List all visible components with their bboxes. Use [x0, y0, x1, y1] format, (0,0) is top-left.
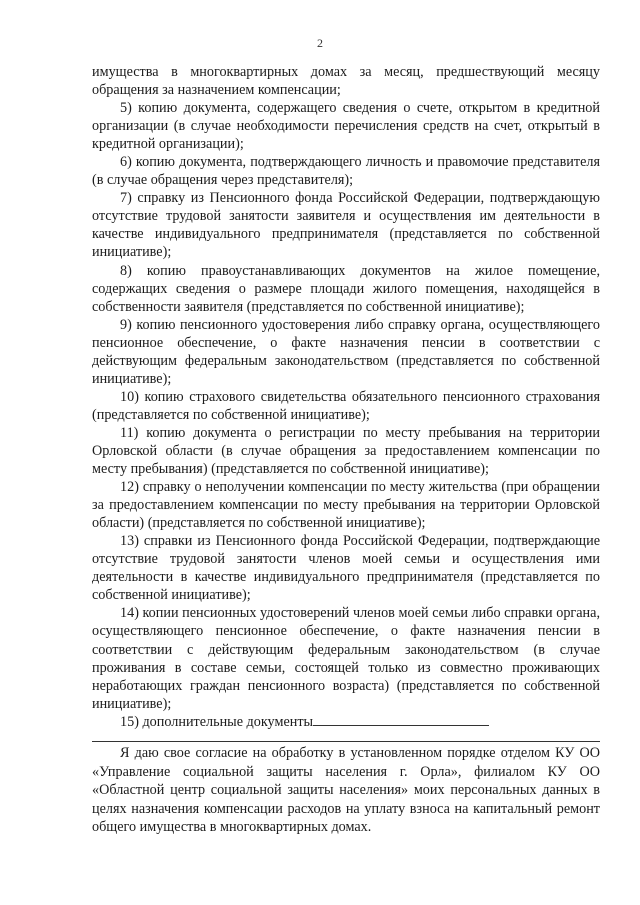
blank-fill-line [313, 713, 489, 726]
list-item-7: 7) справку из Пенсионного фонда Российской Федерации, подтверждающую отсутствие трудовой занятости заявителя и осуществления им деятельности в качестве индивидуального предпринимателя (представляется по собственной инициативе); [92, 190, 600, 261]
list-item-9: 9) копию пенсионного удостоверения либо справку органа, осуществляющего пенсионное обеспечение, о факте назначения пенсии в соответствии с действующим федеральным законодательством (представляется по собственной инициативе); [92, 316, 600, 387]
list-item-6: 6) копию документа, подтверждающего личность и правомочие представителя (в случае обращения через представителя); [92, 154, 600, 189]
list-item-13: 13) справки из Пенсионного фонда Российской Федерации, подтверждающие отсутствие трудовой занятости членов моей семьи и осуществления ими деятельности в качестве индивидуального предпринимателя (представляется по собственной инициативе); [92, 533, 600, 604]
consent-paragraph: Я даю свое согласие на обработку в установленном порядке отделом КУ ОО «Управление социальной защиты населения г. Орла», филиалом КУ ОО «Областной центр социальной защиты населения» моих персональных данных в целях назначения компенсации расходов на уплату взноса на капитальный ремонт общего имущества в многоквартирных домах. [92, 745, 600, 836]
list-item-11: 11) копию документа о регистрации по месту пребывания на территории Орловской области (в случае обращения за предоставлением компенсации по месту пребывания) (представляется по собственной инициативе); [92, 424, 600, 478]
document-body [92, 63, 600, 731]
list-item-10: 10) копию страхового свидетельства обязательного пенсионного страхования (представляется по собственной инициативе); [92, 388, 600, 423]
list-item-8: 8) копию правоустанавливающих документов на жилое помещение, содержащих сведения о размере площади жилого помещения, находящейся в собственности заявителя (представляется по собственной инициативе); [92, 262, 600, 315]
page-number: 2 [317, 36, 323, 50]
list-item-15 [92, 713, 600, 731]
continuation-paragraph: имущества в многоквартирных домах за месяц, предшествующий месяцу обращения за назначением компенсации; [92, 64, 600, 99]
list-item-12: 12) справку о неполучении компенсации по месту жительства (при обращении за предоставлением компенсации по месту пребывания на территории Орловской области) (представляется по собственной инициативе); [92, 479, 600, 532]
section-divider [92, 741, 600, 742]
list-item-14: 14) копии пенсионных удостоверений членов моей семьи либо справки органа, осуществляющего пенсионное обеспечение, о факте назначения пенсии в соответствии с действующим федеральным законодательством (в случае проживания в составе семьи, состоящей только из совместно проживающих неработающих граждан пенсионного возраста) (представляется по собственной инициативе); [92, 605, 600, 712]
list-item-15-label: 15) дополнительные документы [120, 713, 314, 730]
list-item-5: 5) копию документа, содержащего сведения о счете, открытом в кредитной организации (в случае необходимости перечисления средств на счет, открытый в кредитной организации); [92, 100, 600, 153]
